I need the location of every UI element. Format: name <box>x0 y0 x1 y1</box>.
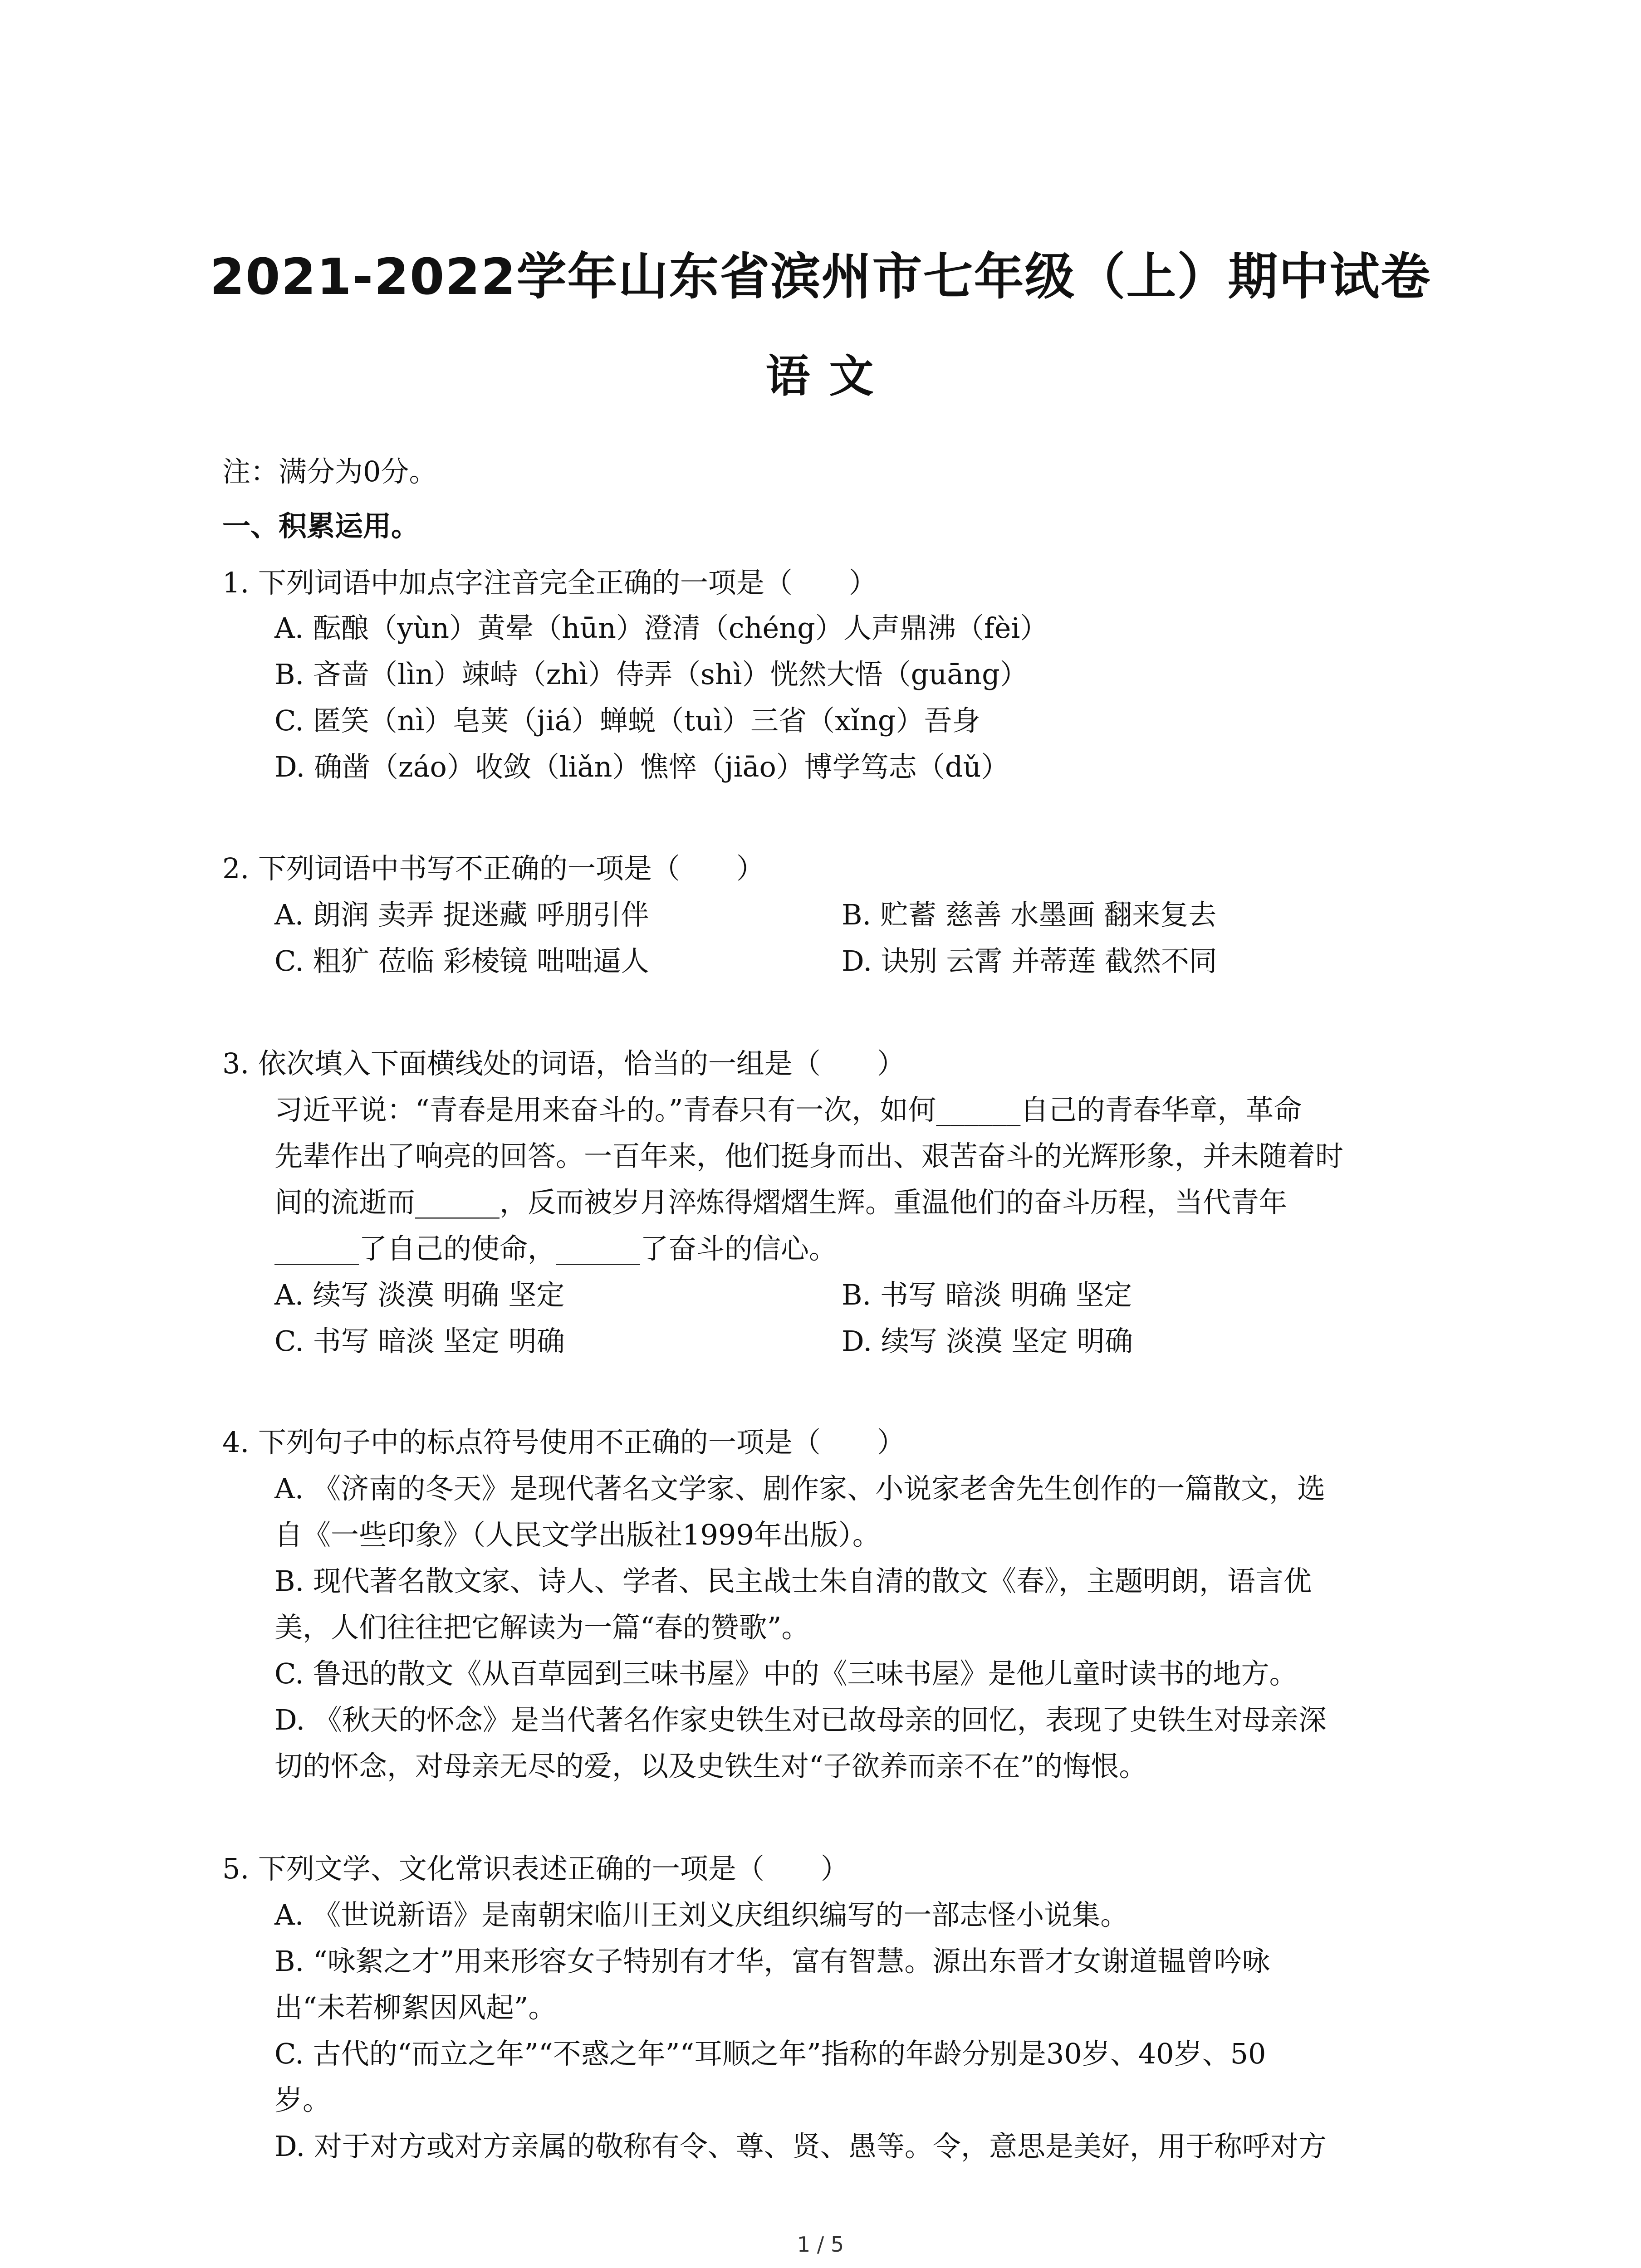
section-heading: 一、积累运用。 <box>222 509 420 543</box>
question-5-option-b: B. “咏絮之才”用来形容女子特别有才华，富有智慧。源出东晋才女谢道韫曾吟咏 <box>274 1945 1270 1978</box>
question-2-option-d: D. 诀别 云霄 并蒂莲 截然不同 <box>842 944 1218 978</box>
question-3-passage-line: 间的流逝而______，反而被岁月淬炼得熠熠生辉。重温他们的奋斗历程，当代青年 <box>274 1186 1288 1219</box>
question-4-option-d-cont: 切的怀念，对母亲无尽的爱，以及史铁生对“子欲养而亲不在”的悔恨。 <box>274 1750 1147 1783</box>
question-5-option-c: C. 古代的“而立之年”“不惑之年”“耳顺之年”指称的年龄分别是30岁、40岁、50 <box>274 2037 1266 2070</box>
question-4-option-c: C. 鲁迅的散文《从百草园到三味书屋》中的《三味书屋》是他儿童时读书的地方。 <box>274 1657 1298 1690</box>
question-5-option-d: D. 对于对方或对方亲属的敬称有令、尊、贤、愚等。令，意思是美好，用于称呼对方 <box>274 2130 1327 2163</box>
question-4-option-b: B. 现代著名散文家、诗人、学者、民主战士朱自清的散文《春》，主题明朗，语言优 <box>274 1564 1312 1598</box>
exam-title: 2021-2022学年山东省滨州市七年级（上）期中试卷 <box>210 248 1431 306</box>
question-1-option-b: B. 吝啬（lìn）竦峙（zhì）侍弄（shì）恍然大悟（guāng） <box>274 658 1028 691</box>
question-4-stem: 4. 下列句子中的标点符号使用不正确的一项是（ ） <box>222 1426 905 1459</box>
question-2-stem: 2. 下列词语中书写不正确的一项是（ ） <box>222 852 764 885</box>
question-1-stem: 1. 下列词语中加点字注音完全正确的一项是（ ） <box>222 566 877 599</box>
question-1-option-d: D. 确凿（záo）收敛（liǎn）憔悴（jiāo）博学笃志（dǔ） <box>274 750 1009 783</box>
question-5-stem: 5. 下列文学、文化常识表述正确的一项是（ ） <box>222 1852 849 1885</box>
question-1-option-c: C. 匿笑（nì）皂荚（jiá）蝉蜕（tuì）三省（xǐng）吾身 <box>274 704 980 737</box>
question-5-option-b-cont: 出“未若柳絮因风起”。 <box>274 1991 557 2024</box>
score-note: 注：满分为0分。 <box>222 455 437 488</box>
question-3-passage-line: 先辈作出了响亮的回答。一百年来，他们挺身而出、艰苦奋斗的光辉形象，并未随着时 <box>274 1139 1344 1173</box>
question-2-option-b: B. 贮蓄 慈善 水墨画 翻来复去 <box>842 898 1217 931</box>
page-number: 1 / 5 <box>797 2232 844 2257</box>
question-3-option-b: B. 书写 暗淡 明确 坚定 <box>842 1278 1132 1311</box>
question-3-option-d: D. 续写 淡漠 坚定 明确 <box>842 1325 1133 1358</box>
question-3-option-c: C. 书写 暗淡 坚定 明确 <box>274 1325 565 1358</box>
question-2-option-a: A. 朗润 卖弄 捉迷藏 呼朋引伴 <box>274 898 649 931</box>
question-3-passage-line: ______了自己的使命，______了奋斗的信心。 <box>274 1232 838 1265</box>
question-1-option-a: A. 酝酿（yùn）黄晕（hūn）澄清（chéng）人声鼎沸（fèi） <box>274 611 1048 645</box>
question-3-option-a: A. 续写 淡漠 明确 坚定 <box>274 1278 565 1311</box>
question-4-option-a-cont: 自《一些印象》（人民文学出版社1999年出版）。 <box>274 1518 881 1551</box>
subject-title: 语 文 <box>765 351 876 402</box>
question-4-option-b-cont: 美，人们往往把它解读为一篇“春的赞歌”。 <box>274 1611 810 1644</box>
question-4-option-a: A. 《济南的冬天》是现代著名文学家、剧作家、小说家老舍先生创作的一篇散文，选 <box>274 1472 1326 1505</box>
question-3-stem: 3. 依次填入下面横线处的词语，恰当的一组是（ ） <box>222 1047 905 1080</box>
question-5-option-a: A. 《世说新语》是南朝宋临川王刘义庆组织编写的一部志怪小说集。 <box>274 1898 1129 1931</box>
question-4-option-d: D. 《秋天的怀念》是当代著名作家史铁生对已故母亲的回忆，表现了史铁生对母亲深 <box>274 1703 1327 1736</box>
question-3-passage-line: 习近平说：“青春是用来奋斗的。”青春只有一次，如何______自己的青春华章，革命 <box>274 1093 1302 1126</box>
question-2-option-c: C. 粗犷 莅临 彩棱镜 咄咄逼人 <box>274 944 649 978</box>
question-5-option-c-cont: 岁。 <box>274 2083 331 2116</box>
